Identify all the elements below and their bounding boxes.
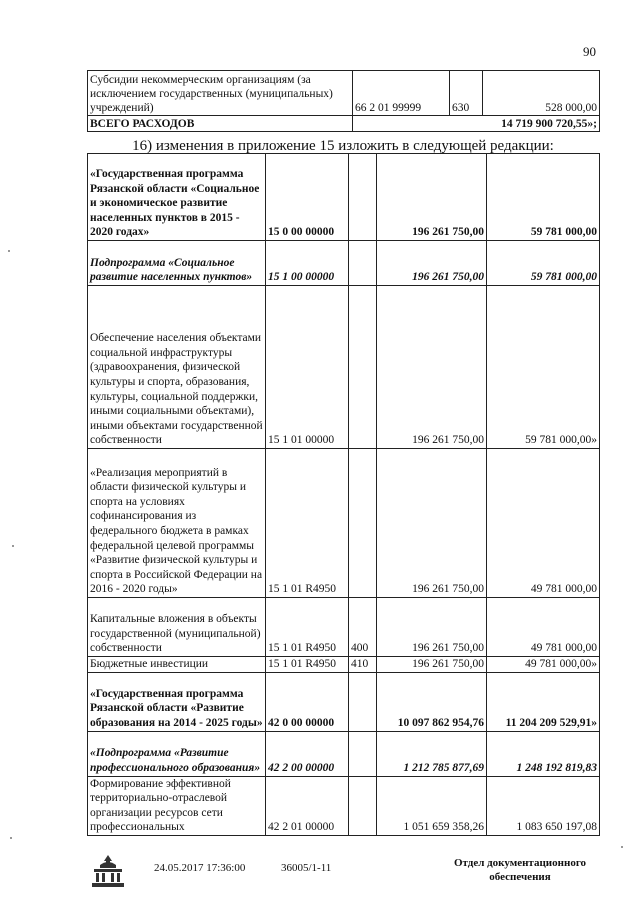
row-code: 42 2 00 00000 — [266, 731, 349, 776]
previous-table-tail — [87, 70, 600, 132]
row-sum-2017: 1 051 659 358,26 — [377, 776, 487, 835]
row-sum-2018: 49 781 000,00 — [487, 598, 600, 657]
row-vr — [349, 672, 377, 731]
total-row — [88, 116, 600, 132]
footer-datetime: 24.05.2017 17:36:00 — [154, 862, 246, 874]
row-code: 15 1 01 R4950 — [266, 449, 349, 598]
table-row — [88, 71, 600, 116]
table-row — [88, 776, 600, 835]
row-name: «Подпрограмма «Развитие профессионального образования» — [88, 731, 266, 776]
row-code: 15 1 01 R4950 — [266, 598, 349, 657]
row-code: 15 0 00 00000 — [266, 154, 349, 241]
row-vr: 410 — [349, 657, 377, 673]
duma-logo — [88, 853, 128, 889]
row-name: «Государственная программа Рязанской области «Социальное и экономическое развитие населенных пунктов в 2015 - 2020 годах» — [88, 154, 266, 241]
row-name: Бюджетные инвестиции — [88, 657, 266, 673]
row-sum-2017: 196 261 750,00 — [377, 241, 487, 286]
row-sum: 528 000,00 — [483, 71, 600, 116]
row-vr: 400 — [349, 598, 377, 657]
footer-doc-number: 36005/1-11 — [281, 862, 332, 874]
row-sum-2018: 59 781 000,00 — [487, 241, 600, 286]
row-sum-2017: 196 261 750,00 — [377, 286, 487, 449]
row-name: Подпрограмма «Социальное развитие населенных пунктов» — [88, 241, 266, 286]
row-name: Обеспечение населения объектами социальной инфраструктуры (здравоохранения, физической культуры и спорта, образования, культуры, социальной поддержки, иными социальными объектами), иными объектами государственной собственности — [88, 286, 266, 449]
row-name: «Реализация мероприятий в области физической культуры и спорта на условиях софинансирования из федерального бюджета в рамках федеральной целевой программы «Развитие физической культуры и спорта в Российской Федерации на 2016 - 2020 годы» — [88, 449, 266, 598]
table-row — [88, 657, 600, 673]
row-sum-2017: 196 261 750,00 — [377, 154, 487, 241]
row-sum-2018: 1 248 192 819,83 — [487, 731, 600, 776]
row-code: 15 1 00 00000 — [266, 241, 349, 286]
total-label: ВСЕГО РАСХОДОВ — [88, 116, 353, 132]
row-vr — [349, 776, 377, 835]
scan-speck — [10, 837, 12, 839]
table-row — [88, 241, 600, 286]
row-code: 42 2 01 00000 — [266, 776, 349, 835]
row-code: 15 1 01 R4950 — [266, 657, 349, 673]
row-sum-2018: 59 781 000,00» — [487, 286, 600, 449]
scan-speck — [621, 846, 623, 848]
row-vr: 630 — [450, 71, 483, 116]
scan-speck — [12, 545, 14, 547]
footer-department: Отдел документационного обеспечения — [453, 857, 587, 883]
row-vr — [349, 154, 377, 241]
row-code: 66 2 01 99999 — [353, 71, 450, 116]
row-sum-2018: 11 204 209 529,91» — [487, 672, 600, 731]
table-row — [88, 731, 600, 776]
table-row — [88, 154, 600, 241]
row-name: Формирование эффективной территориально-отраслевой организации ресурсов сети профессиональных — [88, 776, 266, 835]
row-sum-2018: 59 781 000,00 — [487, 154, 600, 241]
table-row — [88, 286, 600, 449]
row-vr — [349, 241, 377, 286]
section-heading: 16) изменения в приложение 15 изложить в следующей редакции: — [132, 138, 554, 154]
row-code: 42 0 00 00000 — [266, 672, 349, 731]
row-sum-2017: 10 097 862 954,76 — [377, 672, 487, 731]
row-vr — [349, 731, 377, 776]
row-sum-2018: 1 083 650 197,08 — [487, 776, 600, 835]
total-value: 14 719 900 720,55»; — [353, 116, 600, 132]
row-vr — [349, 286, 377, 449]
row-sum-2018: 49 781 000,00» — [487, 657, 600, 673]
scan-speck — [8, 250, 10, 252]
row-sum-2017: 196 261 750,00 — [377, 657, 487, 673]
row-sum-2017: 1 212 785 877,69 — [377, 731, 487, 776]
row-sum-2017: 196 261 750,00 — [377, 598, 487, 657]
page-number: 90 — [583, 44, 596, 59]
row-name: Капитальные вложения в объекты государственной (муниципальной) собственности — [88, 598, 266, 657]
row-sum-2017: 196 261 750,00 — [377, 449, 487, 598]
table-row — [88, 672, 600, 731]
table-row — [88, 598, 600, 657]
table-row — [88, 449, 600, 598]
row-name: «Государственная программа Рязанской области «Развитие образования на 2014 - 2025 годы» — [88, 672, 266, 731]
row-code: 15 1 01 00000 — [266, 286, 349, 449]
row-vr — [349, 449, 377, 598]
budget-table — [87, 153, 600, 836]
row-name: Субсидии некоммерческим организациям (за исключением государственных (муниципальных) учреждений) — [88, 71, 353, 116]
row-sum-2018: 49 781 000,00 — [487, 449, 600, 598]
